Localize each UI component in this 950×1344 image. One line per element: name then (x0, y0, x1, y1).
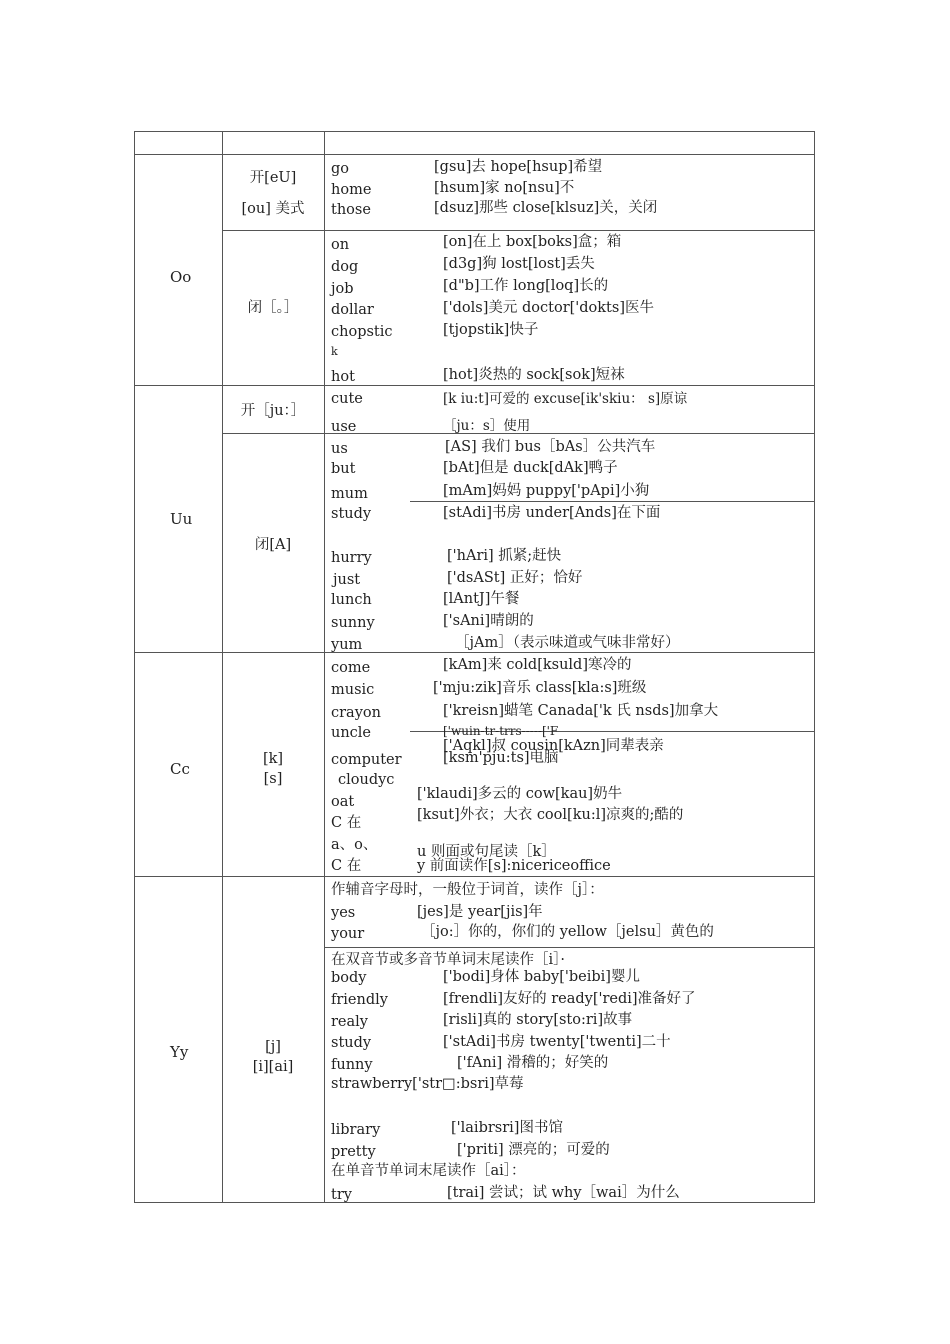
clipped-fragment: ['wuin-tr-trrs-----['F (443, 724, 559, 738)
rule-text: 在双音节或多音节单词末尾读作［i］· (331, 952, 565, 968)
cc-label-1: [k] (262, 751, 284, 767)
word: those (331, 202, 371, 218)
word: lunch (331, 592, 372, 608)
header-row-divider (134, 154, 815, 155)
phonetic-text: y 前面读作[s]:nicericeoffice (417, 858, 611, 874)
phonetic-text: [stAdi]书房 under[Ands]在下面 (443, 505, 661, 521)
column-divider-2 (324, 131, 325, 1203)
oo-group-divider (222, 230, 815, 231)
word: body (331, 970, 367, 986)
word: C 在 (331, 858, 362, 874)
phonetic-text: ['kreisn]蜡笔 Canada['k 氏 nsds]加拿大 (443, 703, 719, 719)
word: library (331, 1122, 381, 1138)
phonetic-text: [dsuz]那些 close[klsuz]关，关闭 (434, 200, 658, 216)
word: yes (331, 905, 356, 921)
word: crayon (331, 705, 381, 721)
uu-open-label: 开［ju：］ (240, 403, 306, 419)
word: k (331, 345, 338, 358)
word: go (331, 161, 350, 177)
word: dog (331, 259, 359, 275)
uu-row-divider (134, 652, 815, 653)
word: chopstic (331, 324, 393, 340)
cc-label-2: [s] (263, 771, 283, 787)
word: use (331, 419, 357, 435)
phonetic-text: ['klaudi]多云的 cow[kau]奶牛 (417, 786, 623, 802)
word: friendly (331, 992, 388, 1008)
word: C 在 (331, 815, 362, 831)
phonetic-text: [lAntJ]午餐 (443, 591, 520, 607)
phonetic-text: ［jAm］（表示味道或气味非常好） (455, 635, 680, 651)
word: us (331, 441, 348, 457)
letter-yy: Yy (170, 1043, 189, 1061)
word: hurry (331, 550, 372, 566)
phonetic-text: ［ju：s］使用 (443, 418, 531, 434)
word: uncle (331, 725, 372, 741)
letter-cc: Cc (170, 760, 190, 778)
letter-uu: Uu (170, 510, 193, 528)
word: yum (331, 637, 363, 653)
word: your (331, 926, 365, 942)
yy-label-2: [i][ai] (252, 1059, 294, 1075)
yy-inner-rule (324, 947, 815, 948)
phonetic-text: [jes]是 year[jis]年 (417, 904, 543, 920)
oo-open-label-2: [ou] 美式 (241, 201, 305, 217)
oo-open-label-1: 开[eU] (249, 170, 297, 186)
word: job (331, 281, 354, 297)
phonetic-text: ['stAdi]书房 twenty['twenti]二十 (443, 1034, 671, 1050)
word: sunny (331, 615, 375, 631)
phonetic-text: [ksut]外衣；大衣 cool[ku:l]凉爽的;酷的 (417, 807, 684, 823)
word: pretty (331, 1144, 376, 1160)
phonetic-text: ['Aqkl]叔 cousin[kAzn]同辈表亲 (443, 738, 664, 754)
phonetic-text: [k iu:t]可爱的 excuse[ik'skiu： s]原谅 (443, 391, 688, 407)
phonetic-text: [AS] 我们 bus［bAs］公共汽车 (445, 439, 656, 455)
phonetic-text: [hsum]家 no[nsu]不 (434, 180, 575, 196)
word: funny (331, 1057, 373, 1073)
word: try (331, 1187, 352, 1203)
phonetic-text: [kAm]来 cold[ksuld]寒冷的 (443, 657, 632, 673)
phonetic-text: ['mju:zik]音乐 class[kla:s]班级 (433, 680, 647, 696)
word: realy (331, 1014, 368, 1030)
word: come (331, 660, 371, 676)
phonetic-text: ['laibrsri]图书馆 (451, 1120, 563, 1136)
word: but (331, 461, 356, 477)
word: oat (331, 794, 355, 810)
phonetic-text: ['sAni]晴朗的 (443, 613, 534, 629)
phonetic-text: ['dsASt] 正好；恰好 (447, 570, 583, 586)
word: dollar (331, 302, 374, 318)
word: a、o、 (331, 837, 378, 853)
word: study (331, 1035, 372, 1051)
word: home (331, 182, 372, 198)
rule-text: 作辅音字母时，一般位于词首，读作［j］： (331, 882, 604, 898)
phonetic-text: [risli]真的 story[sto:ri]故事 (443, 1012, 633, 1028)
word: study (331, 506, 372, 522)
phonetic-text: [d3g]狗 lost[lost]丢失 (443, 256, 595, 272)
yy-label-1: [j] (265, 1039, 281, 1055)
uu-closed-label: 闭[A] (254, 537, 292, 553)
word: hot (331, 369, 355, 385)
phonetic-text: [hot]炎热的 sock[sok]短袜 (443, 367, 625, 383)
word: computer (331, 752, 402, 768)
word: strawberry['str□:bsri]草莓 (331, 1076, 524, 1092)
phonetic-text: ['fAni] 滑稽的；好笑的 (457, 1055, 609, 1071)
cc-row-divider (134, 876, 815, 877)
uu-inner-rule (410, 501, 815, 502)
phonetic-text: ['dols]美元 doctor['dokts]医牛 (443, 300, 654, 316)
letter-oo: Oo (170, 268, 192, 286)
phonetic-text: [bAt]但是 duck[dAk]鸭子 (443, 460, 618, 476)
phonetic-text: ['hAri] 抓紧;赶快 (447, 548, 562, 564)
phonetic-text: [d"b]工作 long[loq]长的 (443, 278, 609, 294)
phonetic-text: ['priti] 漂亮的；可爱的 (457, 1142, 610, 1158)
rule-text: 在单音节单词末尾读作［ai］： (331, 1163, 526, 1179)
word: mum (331, 486, 368, 502)
word: music (331, 682, 375, 698)
oo-row-divider (134, 385, 815, 386)
phonetic-text: [ksm'pju:ts]电脑 (443, 750, 559, 766)
phonetic-text: [tjopstik]快子 (443, 322, 539, 338)
phonetic-text: ［jo:］你的，你们的 yellow［jelsu］黄色的 (421, 924, 714, 940)
word: just (333, 572, 361, 588)
phonetic-text: [mAm]妈妈 puppy['pApi]小狗 (443, 483, 650, 499)
word: cute (331, 391, 363, 407)
oo-closed-label: 闭［。］ (247, 300, 299, 316)
phonetic-text: ['bodi]身体 baby['beibi]婴儿 (443, 969, 640, 985)
word: on (331, 237, 350, 253)
phonetic-text: [frendli]友好的 ready['redi]准备好了 (443, 991, 696, 1007)
phonetic-text: u 则面或句尾读［k］ (417, 844, 556, 860)
phonetic-text: [gsu]去 hope[hsup]希望 (434, 159, 603, 175)
phonetic-text: [on]在上 box[boks]盒；箱 (443, 234, 622, 250)
phonetic-text: [trai] 尝试；试 why［wai］为什么 (447, 1185, 680, 1201)
word: cloudyc (338, 772, 395, 788)
